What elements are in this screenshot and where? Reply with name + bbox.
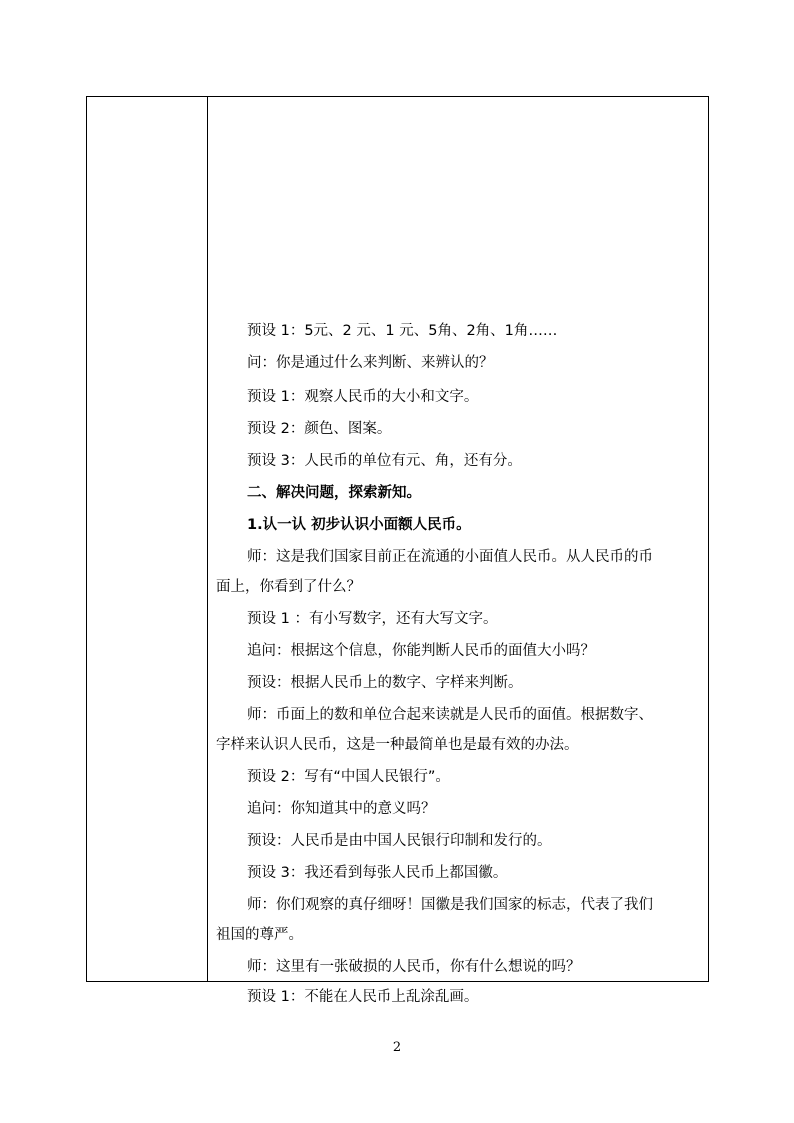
text-line: 师：这里有一张破损的人民币，你有什么想说的吗？ (247, 959, 581, 975)
text-line: 预设 1 ：有小写数字，还有大写文字。 (247, 611, 498, 627)
text-line: 预设 3：人民币的单位有元、角，还有分。 (247, 453, 522, 469)
text-line: 祖国的尊严。 (216, 927, 303, 943)
table-content-cell (209, 97, 708, 1005)
table-left-column (87, 97, 208, 981)
text-line: 字样来认识人民币，这是一种最简单也是最有效的办法。 (216, 737, 579, 753)
subsection-heading: 1.认一认 初步认识小面额人民币。 (247, 517, 471, 533)
text-line: 预设 3：我还看到每张人民币上都国徽。 (247, 865, 508, 881)
text-line: 追问：根据这个信息，你能判断人民币的面值大小吗？ (247, 643, 595, 659)
page-number: 2 (392, 1040, 402, 1055)
text-line: 预设：人民币是由中国人民银行印制和发行的。 (247, 833, 552, 849)
text-line: 预设 2：颜色、图案。 (247, 421, 392, 437)
lesson-table (86, 96, 709, 1005)
text-line: 预设 1：不能在人民币上乱涂乱画。 (247, 989, 479, 1005)
text-line: 问：你是通过什么来判断、来辨认的？ (247, 355, 494, 371)
text-line: 预设 2：写有“中国人民银行”。 (247, 769, 450, 785)
text-line: 预设 1：5元、2 元、1 元、5角、2角、1角…… (247, 323, 558, 339)
text-line: 师：币面上的数和单位合起来读就是人民币的面值。根据数字、 (247, 707, 653, 723)
section-heading: 二、解决问题，探索新知。 (247, 485, 421, 501)
text-line: 预设 1：观察人民币的大小和文字。 (247, 389, 479, 405)
text-line: 追问：你知道其中的意义吗？ (247, 801, 436, 817)
text-line: 预设：根据人民币上的数字、字样来判断。 (247, 675, 523, 691)
text-line: 师：这是我们国家目前正在流通的小面值人民币。从人民币的币 (247, 549, 653, 565)
text-line: 师：你们观察的真仔细呀！国徽是我们国家的标志，代表了我们 (247, 897, 653, 913)
text-line: 面上，你看到了什么？ (216, 579, 361, 595)
